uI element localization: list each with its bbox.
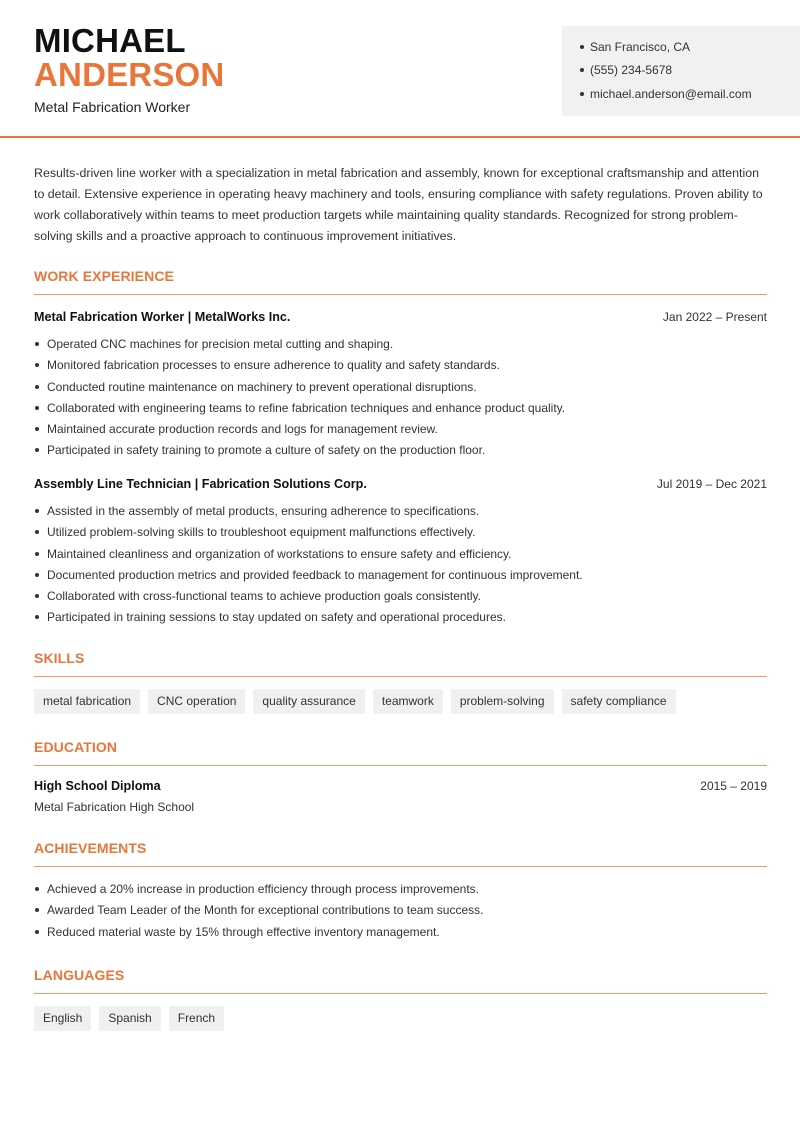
list-item-text: Utilized problem-solving skills to troubleshoot equipment malfunctions effectively. bbox=[47, 525, 476, 540]
list-item-text: Monitored fabrication processes to ensure adherence to quality and safety standards. bbox=[47, 358, 500, 373]
resume-header bbox=[0, 0, 800, 138]
list-item bbox=[34, 524, 583, 545]
section-title-education: EDUCATION bbox=[34, 739, 118, 755]
bullet-icon bbox=[35, 530, 39, 534]
list-item bbox=[34, 588, 583, 609]
skill-tag: CNC operation bbox=[148, 689, 245, 714]
education-degree: High School Diploma bbox=[34, 779, 161, 793]
bullet-icon bbox=[35, 573, 39, 577]
list-item bbox=[34, 567, 583, 588]
list-item bbox=[34, 546, 583, 567]
job-dates: Jan 2022 – Present bbox=[662, 310, 767, 324]
skill-tag: safety compliance bbox=[562, 689, 676, 714]
language-tag: Spanish bbox=[99, 1006, 160, 1031]
section-title-skills: SKILLS bbox=[34, 650, 85, 666]
section-title-achievements: ACHIEVEMENTS bbox=[34, 840, 147, 856]
list-item-text: Assisted in the assembly of metal products, ensuring adherence to specifications. bbox=[47, 504, 480, 518]
section-divider bbox=[34, 866, 767, 867]
bullet-icon bbox=[580, 45, 584, 49]
education-dates: 2015 – 2019 bbox=[700, 779, 767, 793]
bullet-icon bbox=[35, 552, 39, 556]
list-item bbox=[34, 924, 483, 945]
list-item-text: Maintained accurate production records and logs for management review. bbox=[47, 422, 438, 437]
bullet-icon bbox=[35, 887, 39, 891]
achievement-bullets bbox=[34, 881, 483, 945]
last-name: ANDERSON bbox=[34, 56, 225, 93]
section-title-languages: LANGUAGES bbox=[34, 967, 125, 983]
bullet-icon bbox=[580, 68, 584, 72]
skill-tag: quality assurance bbox=[253, 689, 364, 714]
job-role: Metal Fabrication Worker bbox=[34, 99, 191, 115]
list-item bbox=[34, 609, 583, 630]
list-item-text: Collaborated with engineering teams to refine fabrication techniques and enhance product quality. bbox=[47, 400, 566, 415]
summary: Results-driven line worker with a specialization in metal fabrication and assembly, known for exceptional craftsmanship and attention to detail. Extensive experience in operating heavy machinery and tools, ensuring compliance with safety regulations. Proven ability to work collaboratively within teams to meet production targets while maintaining quality standards. Recognized for strong problem-solving skills and a proactive approach to continuous improvement initiatives. bbox=[34, 166, 763, 243]
list-item-text: Participated in training sessions to stay updated on safety and operational procedures. bbox=[47, 610, 506, 625]
bullet-icon bbox=[35, 448, 39, 452]
list-item-text: Reduced material waste by 15% through effective inventory management. bbox=[47, 924, 440, 939]
contact-email bbox=[580, 87, 752, 101]
language-tags bbox=[34, 1006, 224, 1031]
bullet-icon bbox=[35, 615, 39, 619]
contact-phone bbox=[580, 63, 672, 77]
list-item-text: Maintained cleanliness and organization of workstations to ensure safety and efficiency. bbox=[47, 546, 512, 561]
list-item-text: Conducted routine maintenance on machinery to prevent operational disruptions. bbox=[47, 379, 477, 394]
section-divider bbox=[34, 294, 767, 295]
list-item bbox=[34, 503, 583, 524]
bullet-icon bbox=[35, 342, 39, 346]
first-name: MICHAEL bbox=[34, 22, 186, 59]
skill-tag: problem-solving bbox=[451, 689, 554, 714]
job-title: Metal Fabrication Worker | MetalWorks Inc. bbox=[34, 310, 291, 324]
job-bullets bbox=[34, 336, 565, 464]
list-item-text: Operated CNC machines for precision metal cutting and shaping. bbox=[47, 337, 394, 351]
list-item bbox=[34, 379, 565, 400]
list-item-text: Participated in safety training to promote a culture of safety on the production floor. bbox=[47, 443, 486, 458]
bullet-icon bbox=[35, 385, 39, 389]
bullet-icon bbox=[35, 406, 39, 410]
skill-tag: teamwork bbox=[373, 689, 443, 714]
list-item bbox=[34, 421, 565, 442]
education-school: Metal Fabrication High School bbox=[34, 800, 195, 814]
list-item bbox=[34, 442, 565, 463]
list-item bbox=[34, 336, 565, 357]
bullet-icon bbox=[580, 92, 584, 96]
list-item bbox=[34, 400, 565, 421]
section-divider bbox=[34, 765, 767, 766]
bullet-icon bbox=[35, 427, 39, 431]
section-divider bbox=[34, 993, 767, 994]
list-item bbox=[34, 902, 483, 923]
skills-tags bbox=[34, 689, 676, 714]
bullet-icon bbox=[35, 363, 39, 367]
list-item bbox=[34, 357, 565, 378]
list-item-text: Collaborated with cross-functional teams to achieve production goals consistently. bbox=[47, 589, 482, 604]
list-item-text: Documented production metrics and provided feedback to management for continuous improvement. bbox=[47, 567, 583, 582]
job-title: Assembly Line Technician | Fabrication Solutions Corp. bbox=[34, 477, 367, 491]
language-tag: English bbox=[34, 1006, 91, 1031]
contact-email-text: michael.anderson@email.com bbox=[590, 87, 752, 101]
bullet-icon bbox=[35, 509, 39, 513]
section-divider bbox=[34, 676, 767, 677]
language-tag: French bbox=[169, 1006, 224, 1031]
contact-location-text: San Francisco, CA bbox=[590, 40, 691, 54]
contact-phone-text: (555) 234-5678 bbox=[590, 63, 673, 77]
bullet-icon bbox=[35, 908, 39, 912]
bullet-icon bbox=[35, 930, 39, 934]
contact-box bbox=[562, 26, 800, 116]
section-title-work: WORK EXPERIENCE bbox=[34, 268, 174, 284]
skill-tag: metal fabrication bbox=[34, 689, 140, 714]
job-dates: Jul 2019 – Dec 2021 bbox=[656, 477, 767, 491]
bullet-icon bbox=[35, 594, 39, 598]
list-item-text: Awarded Team Leader of the Month for exceptional contributions to team success. bbox=[47, 903, 484, 918]
job-bullets bbox=[34, 503, 583, 631]
list-item-text: Achieved a 20% increase in production efficiency through process improvements. bbox=[47, 882, 480, 896]
list-item bbox=[34, 881, 483, 902]
contact-location bbox=[580, 40, 690, 54]
